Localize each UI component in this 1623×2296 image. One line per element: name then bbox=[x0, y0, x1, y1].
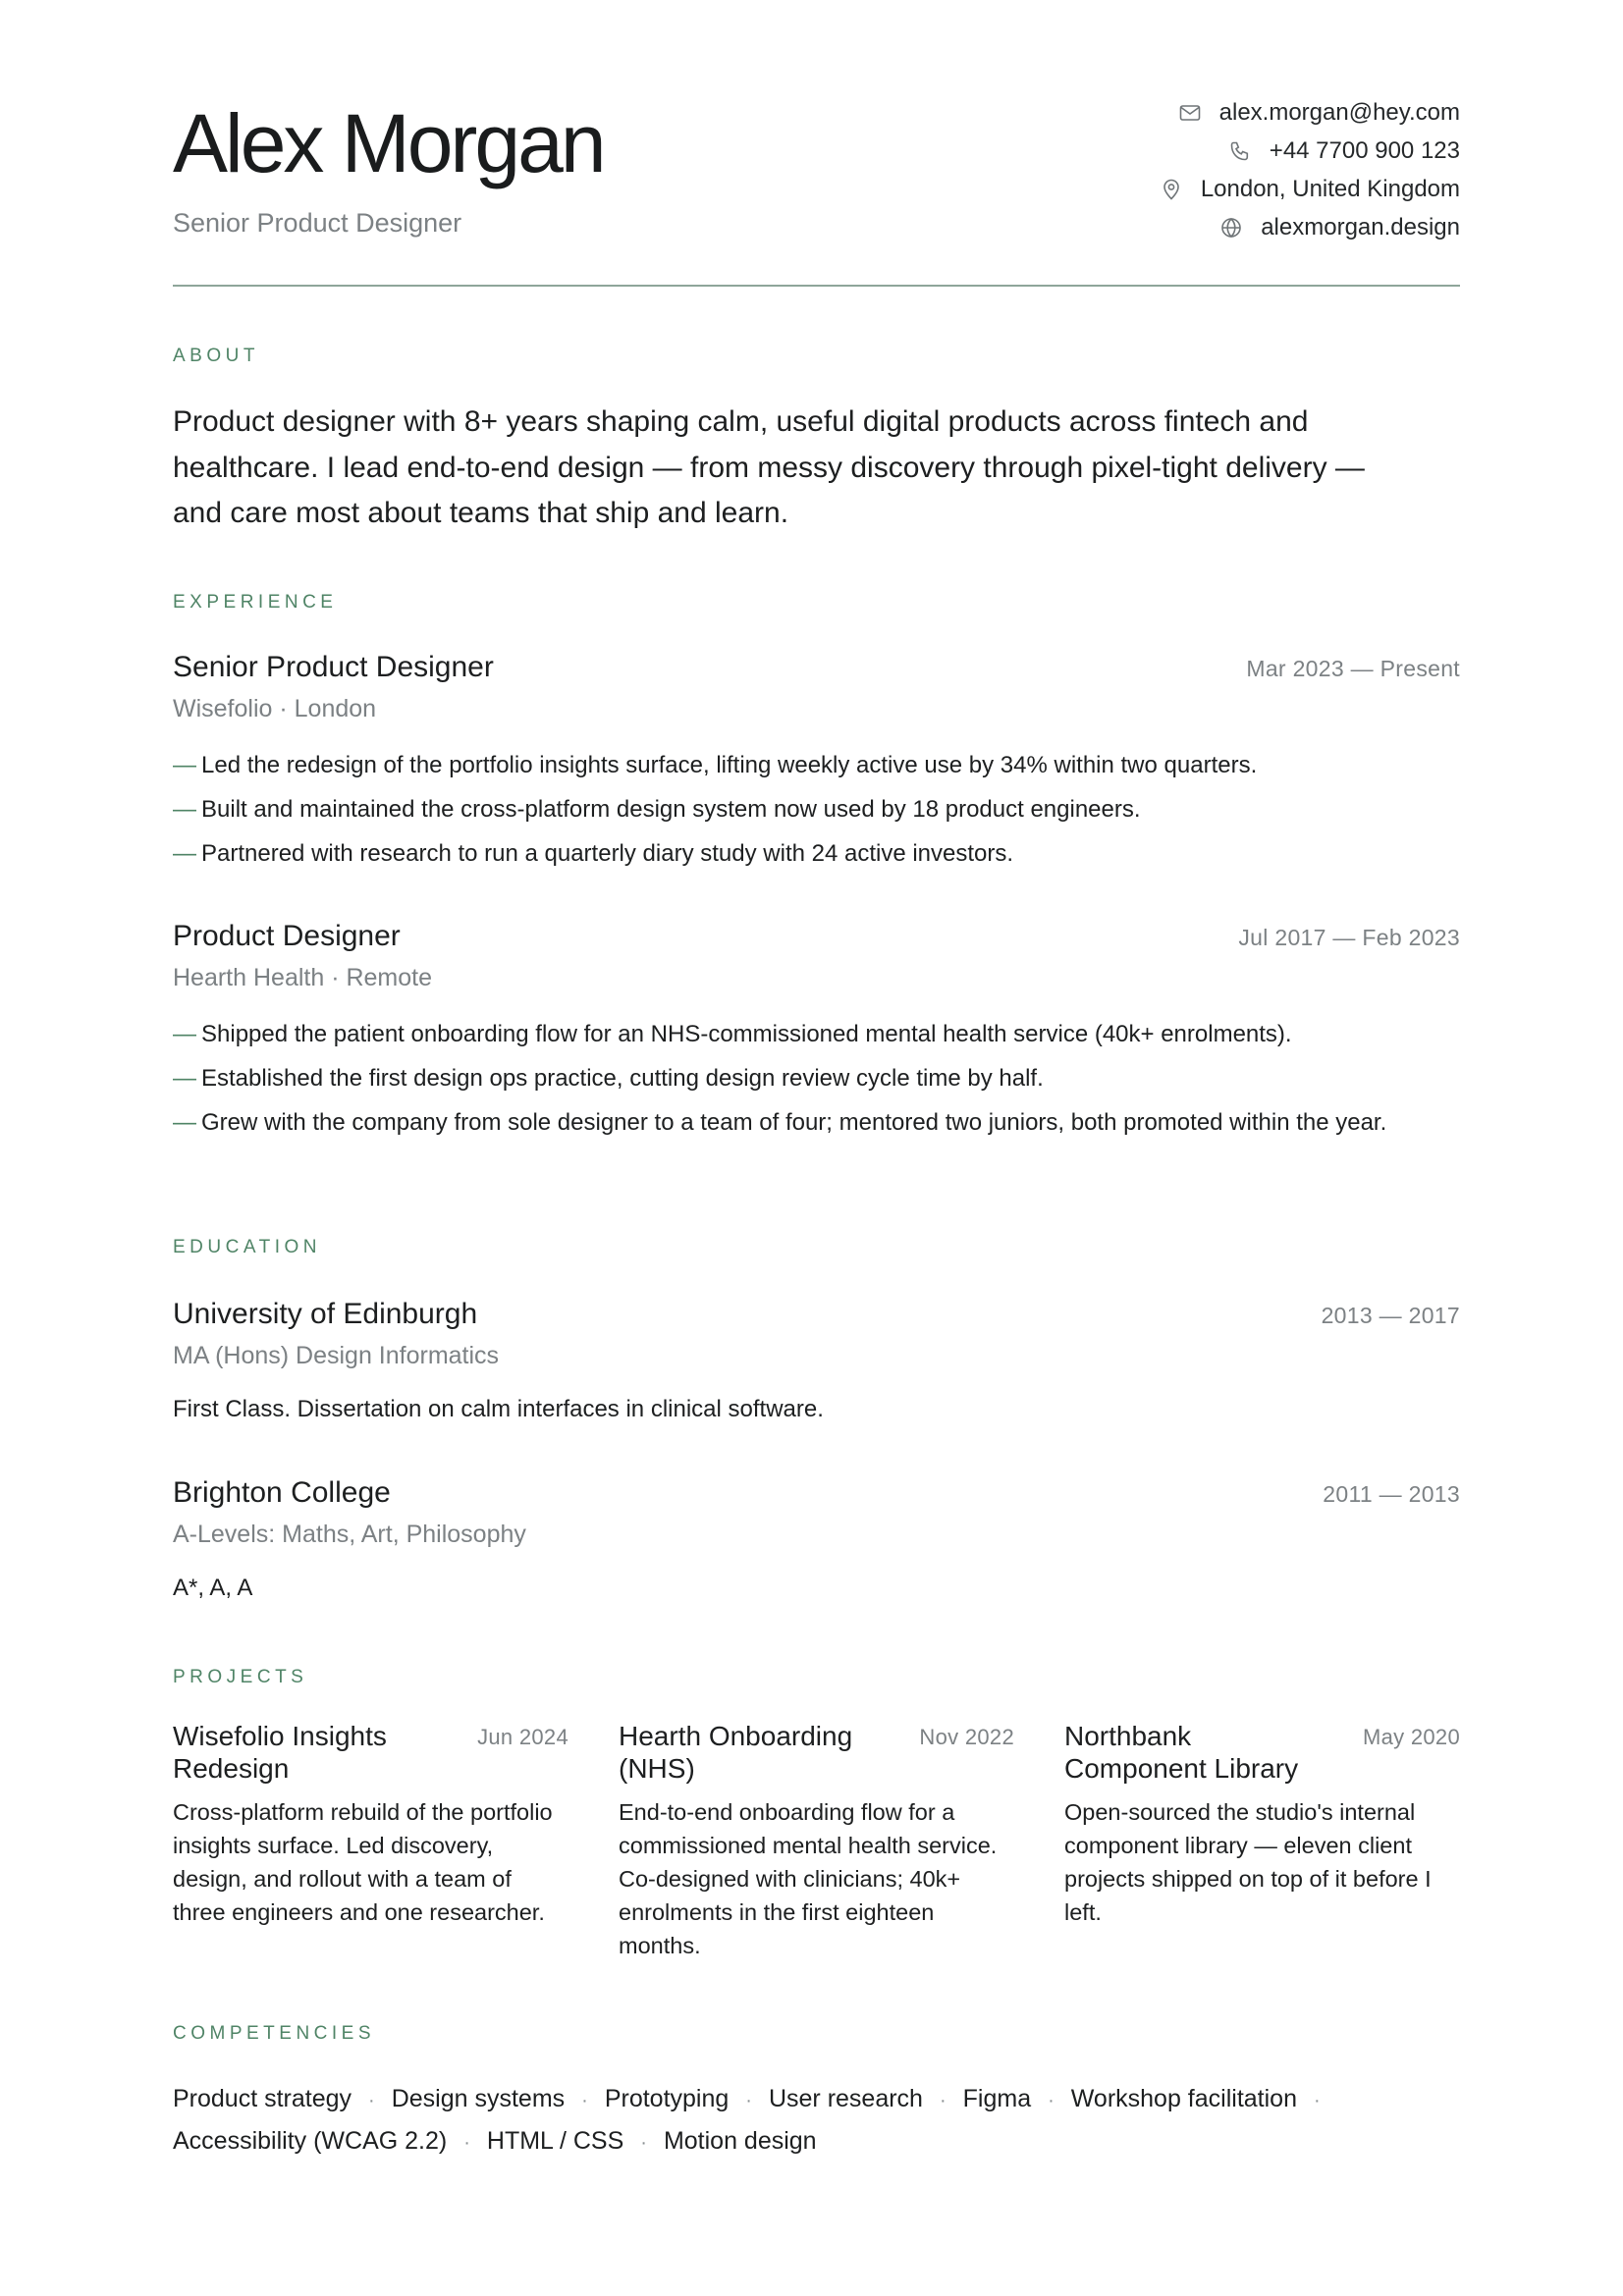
degree: MA (Hons) Design Informatics bbox=[173, 1342, 500, 1369]
dash-marker: — bbox=[173, 1109, 196, 1136]
job-company: Hearth Health · Remote bbox=[173, 964, 433, 991]
competency-item: Figma bbox=[962, 2085, 1032, 2112]
competency-item: Workshop facilitation bbox=[1070, 2085, 1297, 2112]
dash-marker: — bbox=[173, 840, 196, 867]
education-heading: EDUCATION bbox=[173, 1237, 321, 1257]
mail-icon bbox=[1178, 101, 1202, 125]
separator-dot: · bbox=[640, 2132, 647, 2154]
projects-heading: PROJECTS bbox=[173, 1667, 308, 1687]
project-title: Northbank Component Library bbox=[1064, 1721, 1299, 1784]
bullet-text: Established the first design ops practice, cutting design review cycle time by half. bbox=[201, 1065, 1044, 1092]
bullet-text: Partnered with research to run a quarterly diary study with 24 active investors. bbox=[201, 840, 1014, 867]
candidate-name: Alex Morgan bbox=[173, 97, 604, 189]
separator-dot: · bbox=[939, 2090, 947, 2111]
separator-dot: · bbox=[1313, 2090, 1321, 2111]
job-bullet bbox=[173, 835, 1460, 872]
project-description: Open-sourced the studio's internal component library — eleven client projects shipped on top of it before I left. bbox=[1064, 1799, 1432, 1925]
bullet-text: Led the redesign of the portfolio insights surface, lifting weekly active use by 34% within two quarters. bbox=[201, 752, 1258, 778]
about-heading: ABOUT bbox=[173, 346, 259, 366]
competencies-list bbox=[173, 2079, 1460, 2163]
phone-text: +44 7700 900 123 bbox=[1269, 136, 1460, 164]
job-bullet bbox=[173, 1060, 1460, 1096]
competency-item: Accessibility (WCAG 2.2) bbox=[173, 2127, 448, 2155]
header-divider bbox=[173, 285, 1460, 287]
education-dates: 2013 — 2017 bbox=[1321, 1303, 1460, 1328]
competency-item: Motion design bbox=[663, 2127, 817, 2155]
job-bullet bbox=[173, 1104, 1460, 1141]
job-bullet bbox=[173, 1016, 1460, 1052]
globe-icon bbox=[1219, 216, 1243, 240]
contact-phone[interactable] bbox=[871, 132, 1460, 170]
education-note: First Class. Dissertation on calm interfaces in clinical software. bbox=[173, 1396, 824, 1422]
bullet-text: Grew with the company from sole designer to a team of four; mentored two juniors, both promoted within the year. bbox=[201, 1109, 1387, 1136]
dash-marker: — bbox=[173, 1065, 196, 1092]
experience-heading: EXPERIENCE bbox=[173, 592, 338, 613]
project-description: Cross-platform rebuild of the portfolio insights surface. Led discovery, design, and rollout with a team of three engineers and one researcher. bbox=[173, 1799, 553, 1925]
separator-dot: · bbox=[1048, 2090, 1055, 2111]
candidate-role: Senior Product Designer bbox=[173, 208, 462, 238]
project-date: May 2020 bbox=[1362, 1725, 1460, 1749]
competency-item: Design systems bbox=[391, 2085, 566, 2112]
job-bullet bbox=[173, 791, 1460, 828]
job-bullets bbox=[173, 1016, 1460, 1148]
contact-list bbox=[871, 93, 1460, 246]
dash-marker: — bbox=[173, 752, 196, 778]
separator-dot: · bbox=[581, 2090, 588, 2111]
job-title: Product Designer bbox=[173, 920, 401, 952]
separator-dot: · bbox=[368, 2090, 375, 2111]
dash-marker: — bbox=[173, 1021, 196, 1047]
degree: A-Levels: Maths, Art, Philosophy bbox=[173, 1521, 526, 1548]
job-dates: Mar 2023 — Present bbox=[1246, 656, 1460, 681]
location-text: London, United Kingdom bbox=[1200, 175, 1460, 202]
contact-website[interactable] bbox=[871, 208, 1460, 246]
competencies-heading: COMPETENCIES bbox=[173, 2023, 376, 2044]
project-title: Wisefolio Insights Redesign bbox=[173, 1721, 387, 1784]
phone-icon bbox=[1228, 139, 1252, 163]
separator-dot: · bbox=[463, 2132, 470, 2154]
website-text: alexmorgan.design bbox=[1261, 213, 1460, 240]
school-name: Brighton College bbox=[173, 1476, 391, 1509]
job-bullet bbox=[173, 747, 1460, 783]
job-title: Senior Product Designer bbox=[173, 651, 494, 683]
separator-dot: · bbox=[745, 2090, 752, 2111]
competency-item: HTML / CSS bbox=[486, 2127, 624, 2155]
project-description: End-to-end onboarding flow for a commissioned mental health service. Co-designed with clinicians; 40k+ enrolments in the first eighteen months. bbox=[619, 1799, 998, 1958]
about-text: Product designer with 8+ years shaping calm, useful digital products across fintech and healthcare. I lead end-to-end design — from messy discovery through pixel-tight delivery — and care most about teams that ship and learn. bbox=[173, 405, 1365, 529]
bullet-text: Built and maintained the cross-platform design system now used by 18 product engineers. bbox=[201, 796, 1141, 823]
contact-location bbox=[871, 170, 1460, 208]
competency-item: Product strategy bbox=[173, 2085, 352, 2112]
contact-email[interactable] bbox=[871, 93, 1460, 132]
job-company: Wisefolio · London bbox=[173, 695, 377, 722]
dash-marker: — bbox=[173, 796, 196, 823]
project-date: Nov 2022 bbox=[919, 1725, 1014, 1749]
competency-item: Prototyping bbox=[604, 2085, 730, 2112]
location-pin-icon bbox=[1160, 178, 1183, 201]
job-bullets bbox=[173, 747, 1460, 880]
school-name: University of Edinburgh bbox=[173, 1298, 478, 1330]
education-dates: 2011 — 2013 bbox=[1323, 1481, 1460, 1507]
education-note: A*, A, A bbox=[173, 1575, 253, 1601]
email-text: alex.morgan@hey.com bbox=[1218, 98, 1460, 126]
project-date: Jun 2024 bbox=[477, 1725, 568, 1749]
bullet-text: Shipped the patient onboarding flow for an NHS-commissioned mental health service (40k+ enrolments). bbox=[201, 1021, 1292, 1047]
competency-item: User research bbox=[768, 2085, 923, 2112]
job-dates: Jul 2017 — Feb 2023 bbox=[1238, 925, 1460, 950]
project-title: Hearth Onboarding (NHS) bbox=[619, 1721, 853, 1784]
